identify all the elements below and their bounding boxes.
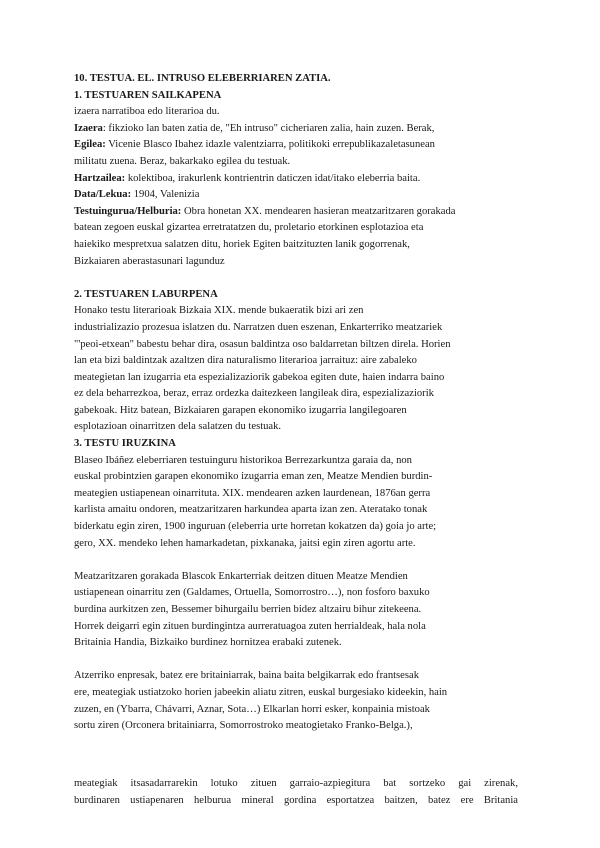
izaera-text: : fikzioko lan baten zatia de, "Eh intruso" cicheriaren zalia, hain zuzen. Berak, [102, 122, 435, 134]
spacer [74, 751, 534, 776]
section-1-heading: 1. TESTUAREN SAILKAPENA [74, 89, 222, 101]
summary-line: esplotazioan oinarritzen dela salatzen du testuak. [74, 421, 282, 433]
egilea-line [74, 137, 534, 154]
commentary-line: ustiapenean oinarritu zen (Galdames, Ortuella, Somorrostro…), non fosforo baxuko [74, 587, 430, 599]
spacer [74, 735, 534, 752]
commentary-line: ere, meategiak ustiatzoko horien jabeekin aliatu zitren, euskal burgesiako kideekin, hain [74, 686, 448, 698]
commentary-line: biderkatu egin ziren, 1900 inguruan (eleberria urte horretan kokatzen da) goia jo arte; [74, 521, 437, 533]
commentary-line-justified: burdinaren ustiapenaren helburua mineral gordina esportatzea baitzen, batez ere Britania [74, 794, 518, 806]
testuinguru-line [74, 204, 534, 221]
summary-line: lan eta bizi baldintzak azaltzen dira naturalismo literarioa jarraituz: aire zabaleko [74, 355, 417, 367]
izaera-label: Izaera [74, 122, 103, 134]
egilea-label: Egilea: [74, 139, 106, 151]
section-3-heading: 3. TESTU IRUZKINA [74, 438, 176, 450]
commentary-line: meategien ustiapenean oinarrituta. XIX. mendearen azken laurdenean, 1876an gerra [74, 487, 431, 499]
document-title: 10. TESTUA. EL. INTRUSO ELEBERRIAREN ZATIA. [74, 73, 331, 84]
testuinguru-cont-line: batean zegoen euskal gizartea erretratatzen du, proletario etorkinen esplotazioa eta [74, 222, 424, 234]
commentary-line: gero, XX. mendeko lehen hamarkadetan, pixkanaka, jaitsi egin ziren agortu arte. [74, 537, 416, 549]
document-body [74, 71, 534, 810]
section-2-heading: 2. TESTUAREN LABURPENA [74, 288, 218, 300]
commentary-line: Horrek deigarri egin zituen burdingintza aurreratuagoa zuten herrialdeak, hala nola [74, 620, 426, 632]
commentary-line: euskal probintzien garapen ekonomiko izugarria eman zen, Meatze Mendien burdin- [74, 471, 433, 483]
testuinguru-label: Testuingurua/Helburia: [74, 205, 182, 217]
commentary-line: Britainia Handia, Bizkaiko burdinez hornitzea erabaki zutenek. [74, 637, 342, 649]
commentary-line: sortu ziren (Orconera britainiarra, Somorrostroko meatogietako Franko-Belga.), [74, 720, 413, 732]
testuinguru-cont-line: haiekiko mespretxua salatzen ditu, horiek Egiten baitzituzten lanik gogorrenak, [74, 238, 410, 250]
hartzailea-label: Hartzailea: [74, 172, 126, 184]
section-1-intro: izaera narratiboa edo literarioa du. [74, 106, 220, 118]
summary-line: "'peoi-etxean" babestu behar dira, osasun baldintza oso baldarretan biltzen direla. Horien [74, 338, 451, 350]
commentary-line: zuzen, en (Ybarra, Chávarri, Aznar, Sota…) Elkarlan horri esker, konpainia mistoak [74, 703, 430, 715]
egilea-continuation: militatu zuena. Beraz, bakarkako egilea du testuak. [74, 155, 291, 167]
commentary-line: karlista amaitu ondoren, meatzaritzaren harkundea aparta izan zen. Ateratako tonak [74, 504, 428, 516]
testuinguru-cont-line: Bizkaiaren aberastasunari lagunduz [74, 255, 225, 267]
summary-line: industrializazio prozesua islatzen du. Narratzen duen eszenan, Enkarterriko meatzariek [74, 321, 443, 333]
testuinguru-text: Obra honetan XX. mendearen hasieran meatzaritzaren gorakada [181, 205, 456, 217]
egilea-text: Vicenie Blasco Ibahez idazle valentziarra, politikoki errepublikazaletasunean [105, 139, 435, 151]
spacer [74, 552, 534, 569]
data-lekua-line [74, 187, 534, 204]
commentary-line-justified: meategiak itsasadarrarekin lotuko zituen garraio-azpiegitura bat sortzeko gai zirenak, [74, 778, 518, 790]
hartzailea-text: kolektiboa, irakurlenk kontrientrin daticzen idat/itako eleberria baita. [125, 172, 421, 184]
commentary-line: Meatzaritzaren gorakada Blascok Enkarterriak deitzen dituen Meatze Mendien [74, 570, 408, 582]
data-lekua-label: Data/Lekua: [74, 189, 132, 201]
commentary-line: Blaseo Ibáñez eleberriaren testuinguru historikoa Berrezarkuntza garaia da, non [74, 454, 412, 466]
data-lekua-text: 1904, Valenizia [131, 189, 200, 201]
summary-line: ez dela beharrezkoa, beraz, erraz ordezka daitezkeen langileak dira, espezializaziorik [74, 388, 434, 400]
commentary-line: Atzerriko enpresak, batez ere britainiarrak, baina baita belgikarrak edo frantsesak [74, 670, 420, 682]
summary-line: gabekoak. Hitz batean, Bizkaiaren garapen ekonomiko izugarria langilegoaren [74, 404, 407, 416]
summary-line: Honako testu literarioak Bizkaia XIX. mende bukaeratik bizi ari zen [74, 305, 364, 317]
spacer [74, 270, 534, 287]
hartzailea-line [74, 171, 534, 188]
summary-line: meategietan lan izugarria eta espezializaziorik gabekoa egiten dute, haien indarra baino [74, 371, 445, 383]
commentary-line: burdina aurkitzen zen, Bessemer bihurgailu berrien bidez altzairu bihur zitekeena. [74, 604, 422, 615]
spacer [74, 652, 534, 669]
izaera-line [74, 121, 534, 138]
